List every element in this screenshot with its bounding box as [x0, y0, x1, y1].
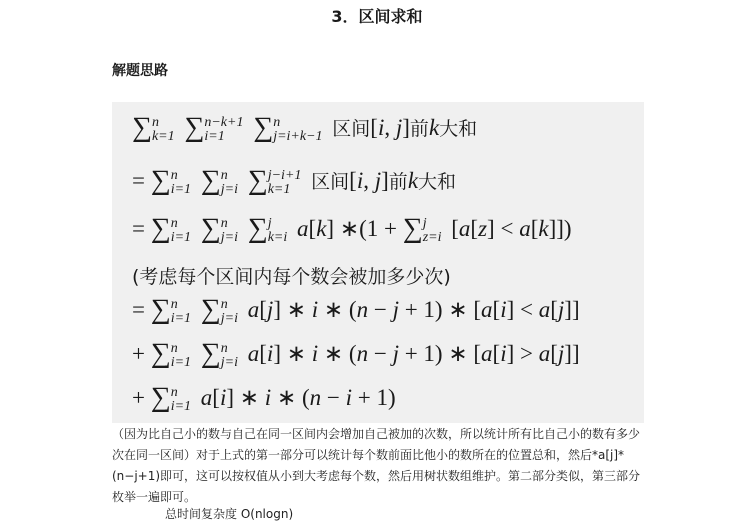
complexity-note: 总时间复杂度 O(nlogn)	[165, 507, 294, 521]
solution-heading: 解题思路	[112, 63, 168, 79]
formula-block	[112, 102, 644, 423]
formula-line-5: = ∑ n i=1 ∑ n j=i a[j] ∗ i ∗ (n − j + 1) ∗ [a[i] < a[j]]	[132, 294, 580, 327]
formula-line-6: + ∑ n i=1 ∑ n j=i a[i] ∗ i ∗ (n − j + 1) ∗ [a[i] > a[j]]	[132, 338, 580, 371]
explanation-paragraph: （因为比自己小的数与自己在同一区间内会增加自己被加的次数，所以统计所有比自己小的数有多少次在同一区间）对于上式的第一部分可以统计每个数前面比他小的数所在的位置总和，然后*a[j]*(n−j+1)即可，这可以按权值从小到大考虑每个数，然后用树状数组维护。第二部分类似，第三部分枚举一遍即可。	[112, 427, 641, 504]
formula-line-7: + ∑ n i=1 a[i] ∗ i ∗ (n − i + 1)	[132, 382, 396, 415]
formula-line-4: (考虑每个区间内每个数会被加多少次)	[132, 266, 451, 288]
formula-line-2: = ∑ n i=1 ∑ n j=i ∑ j−i+1 k=1 区间[i, j]前k大和	[132, 165, 457, 198]
formula-line-3: = ∑ n i=1 ∑ n j=i ∑ j k=i a[k] ∗(1 + ∑ j z=i [a[z] < a[k]])	[132, 213, 572, 246]
formula-line-1: ∑ n k=1 ∑ n−k+1 i=1 ∑ n j=i+k−1 区间[i, j]前k大和	[132, 112, 478, 145]
section-title: 3．区间求和	[331, 7, 423, 26]
